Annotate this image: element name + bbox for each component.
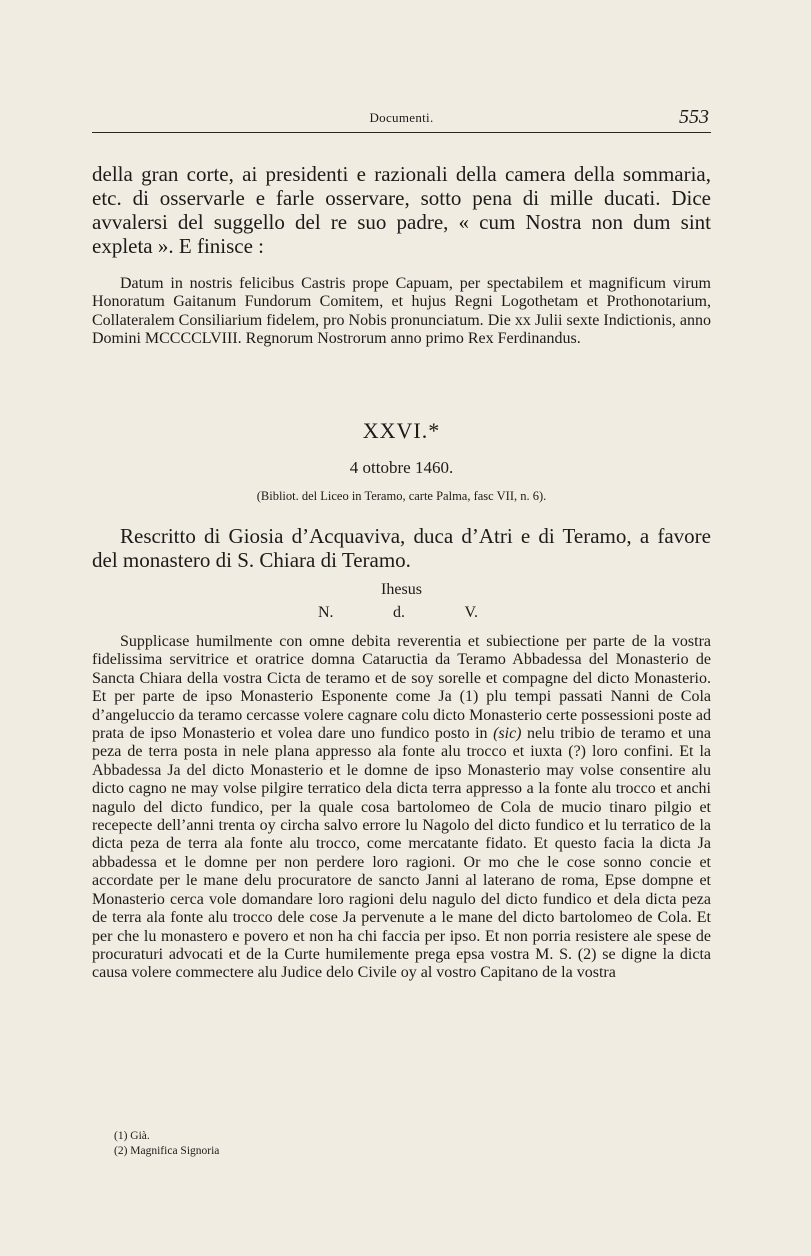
letter-n: N. <box>318 604 334 621</box>
footnote-2: (2) Magnifica Signoria <box>114 1145 220 1157</box>
body-text-part-2: nelu tribio de teramo et una peza de terra posta in nele plana appresso ala fonte alu trocco et iuxta (?) loro confini. Et la Abbadessa Ja del dicto Monasterio et le domne de ipso Monasterio may volse consentire alu dicto cagno ne may volse pilgire terratico dela dicta terra appresso a la fonte alu trocco et anchi nagulo del dicto fundico, per la quale cosa bartolomeo de Cola de mucio tinaro pilgio et recepecte dell’anni trenta oy circha salvo errore lu Nagolo del dicto fundico et lu terratico de la dicta peza de terra ala fonte alu trocco, come mercatante fidato. Et questo facia la dicta Ja abbadessa et le domne per non perdere loro ragioni. Or mo che le cose sonno concie et accordate per le mane delu procuratore de sancto Janni al laterano de roma, Epse dompne et Monasterio cerca vole domandare loro ragioni delu nagulo del dicto fundico et dela dicta peza de terra ala fonte alu trocco dele cose Ja pervenute a le mane del dicto bartolomeo de Cola. Et per che lu monastero e povero et non ha chi faccia per ipso. Et non porria resistere ale spese de procuraturi advocati et de la Curte humilemente prega epsa vostra M. S. (2) se digne la dicta causa volere commectere alu Judice delo Civile oy al vostro Capitano de la vostra <box>92 725 711 982</box>
letter-v: V. <box>464 604 478 621</box>
letter-d: d. <box>393 604 406 621</box>
document-summary: Rescritto di Giosia d’Acquaviva, duca d’Atri e di Teramo, a favore del monastero di S. Chiara di Teramo. <box>92 524 711 572</box>
intro-paragraph: della gran corte, ai presidenti e razionali della camera della sommaria, etc. di osservarle e farle osservare, sotto pena di mille ducati. Dice avvalersi del suggello del re suo padre, « cum Nostra non dum sint expleta ». E finisce : <box>92 162 711 258</box>
page-number: 553 <box>679 106 709 128</box>
invocation: Ihesus <box>381 581 422 598</box>
document-number: XXVI.* <box>362 418 441 443</box>
sic-marker: (sic) <box>493 725 522 743</box>
invocation-letters <box>318 604 478 622</box>
document-source: (Bibliot. del Liceo in Teramo, carte Palma, fasc VII, n. 6). <box>256 489 547 503</box>
footnote-1: (1) Già. <box>114 1130 150 1142</box>
body-text-part-1: Supplicase humilmente con omne debita reverentia et subiectione per parte de la vostra fidelissima servitrice et oratrice domna Cataructia da Teramo Abbadessa del Monasterio de Sancta Chiara della vostra Cicta de teramo et de soy sorelle et compagne del dicto Monasterio. Et per parte de ipso Monasterio Esponente come Ja (1) plu tempi passati Nanni de Cola d’angeluccio da teramo cercasse volere cagnare colu dicto Monasterio certe possessioni poste ad prata de ipso Monasterio et volea dare uno fundico posto in <box>92 633 711 743</box>
running-head <box>92 108 711 133</box>
footnotes <box>114 1129 219 1159</box>
document-body <box>92 633 711 983</box>
document-date: 4 ottobre 1460. <box>349 458 454 477</box>
datum-paragraph: Datum in nostris felicibus Castris prope Capuam, per spectabilem et magnificum virum Honoratum Gaitanum Fundorum Comitem, et hujus Regni Logothetam et Prothonotarium, Collateralem Consiliarium fidelem, pro Nobis pronunciatum. Die xx Julii sexte Indictionis, anno Domini MCCCCLVIII. Regnorum Nostrorum anno primo Rex Ferdinandus. <box>92 275 711 348</box>
running-title: Documenti. <box>369 110 434 125</box>
